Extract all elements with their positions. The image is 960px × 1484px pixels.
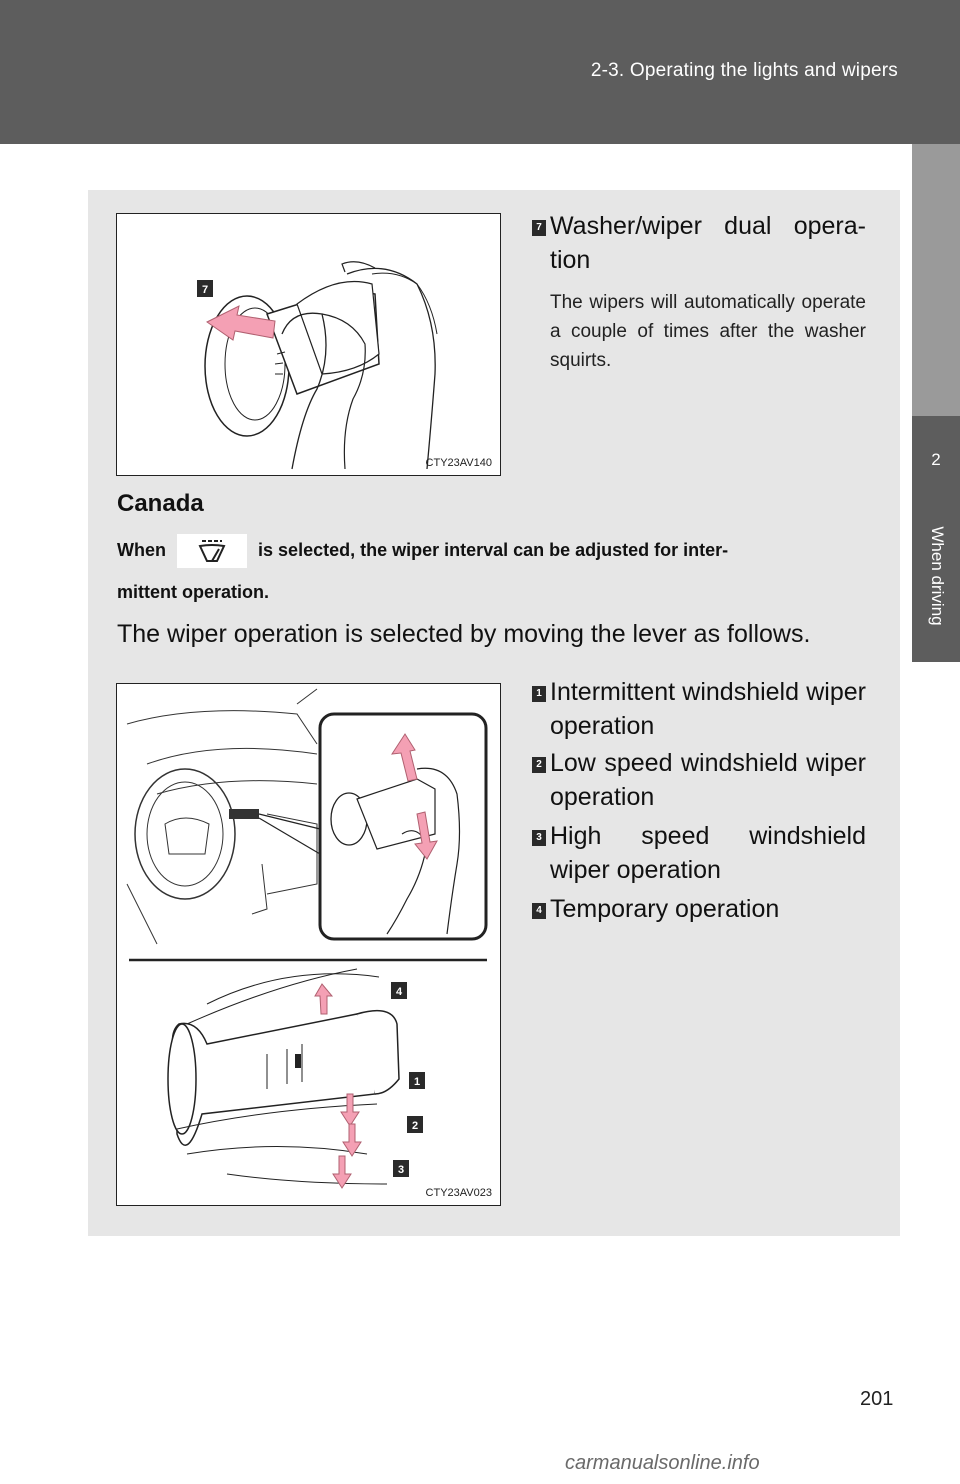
section-heading: Canada	[117, 490, 204, 517]
page-number: 201	[860, 1388, 894, 1410]
wiper-lever-illustration	[117, 684, 501, 1206]
lever-pull-illustration	[117, 214, 501, 476]
callout-1: 1	[413, 1076, 421, 1088]
chapter-number: 2	[931, 450, 941, 469]
wiper-lever-figure	[116, 683, 501, 1206]
intro-line-2: mittent operation.	[117, 582, 269, 602]
lever-sentence: The wiper operation is selected by moving the lever as follows.	[117, 620, 811, 648]
chapter-side-tab	[912, 144, 960, 1484]
item-text: High speed windshield wiper operation	[550, 822, 866, 884]
callout-3: 3	[397, 1164, 405, 1176]
intermittent-wiper-icon	[177, 534, 247, 568]
badge-7: 7	[532, 220, 546, 236]
section-title: 2-3. Operating the lights and wipers	[590, 60, 898, 81]
item-note: The wipers will automatically operate a couple of times after the washer squirts.	[550, 292, 866, 371]
item-intermittent	[532, 675, 866, 743]
badge-3: 3	[532, 830, 546, 846]
item-low-speed	[532, 746, 866, 814]
intro-part-1: When	[117, 539, 166, 560]
item-temporary	[532, 892, 866, 926]
washer-wiper-figure	[116, 213, 501, 476]
callout-2: 2	[411, 1120, 419, 1132]
callout-4: 4	[395, 986, 403, 998]
chapter-label: When driving	[928, 526, 947, 626]
item-title: Washer/wiper dual opera- tion	[550, 212, 866, 274]
item-washer-dual	[532, 209, 866, 277]
intro-part-2: is selected, the wiper interval can be adjusted for inter-	[258, 539, 729, 560]
item-text: Low speed windshield wiper operation	[550, 749, 866, 811]
badge-1: 1	[532, 686, 546, 702]
chapter-tab-light	[912, 144, 960, 416]
watermark: carmanualsonline.info	[565, 1452, 760, 1474]
item-text: Intermittent windshield wiper operation	[550, 678, 866, 740]
badge-2: 2	[532, 757, 546, 773]
figure-code: CTY23AV023	[425, 1187, 492, 1199]
item-text: Temporary operation	[550, 895, 780, 923]
item-high-speed	[532, 819, 866, 887]
intro-line-1	[117, 534, 867, 568]
header-band	[0, 0, 960, 144]
badge-4: 4	[532, 903, 546, 919]
figure-callout-7: 7	[201, 284, 209, 296]
figure-code: CTY23AV140	[425, 457, 492, 469]
